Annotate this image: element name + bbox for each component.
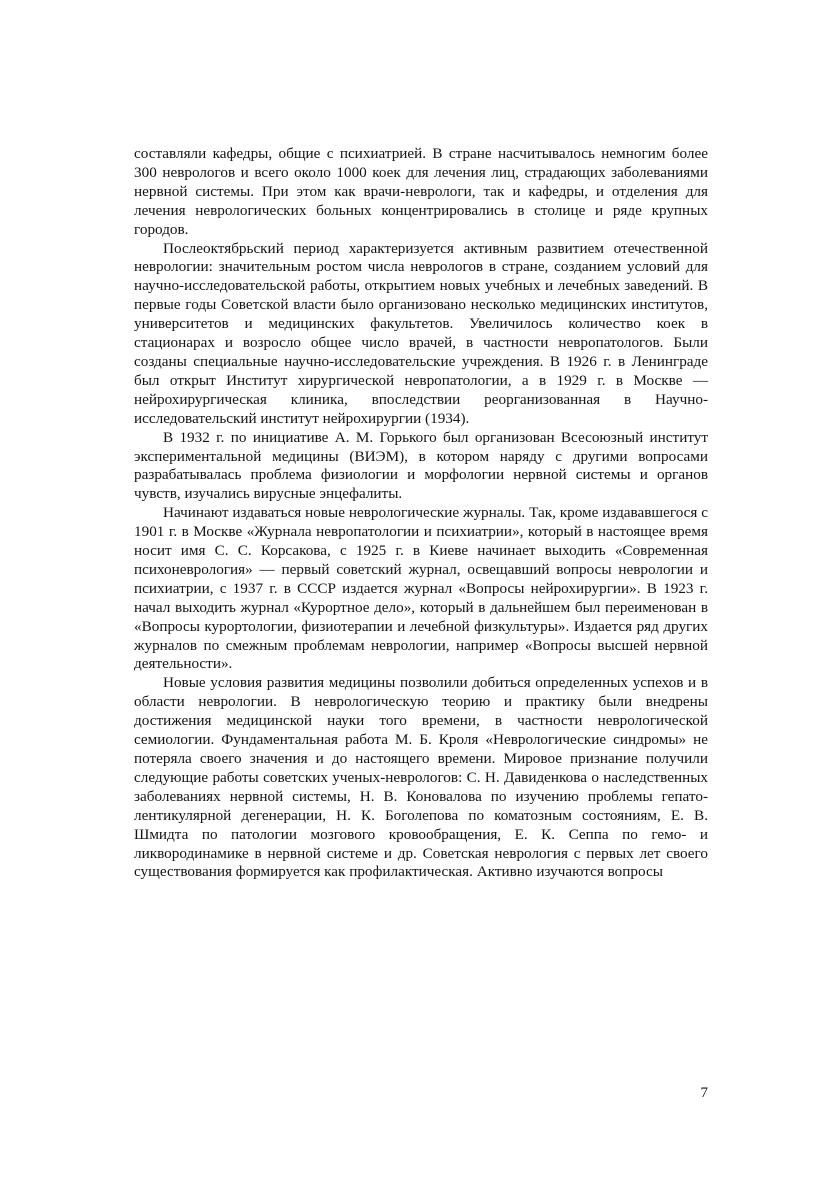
page-number: 7 xyxy=(700,1085,708,1101)
paragraph-1: составляли кафедры, общие с психиатрией. В стране насчитывалось немногим более 300 неврологов и всего около 1000 коек для лечения лиц, страдающих заболеваниями нервной системы. При этом как врачи-неврологи, так и кафедры, и отделения для лечения неврологических больных концентрировались в столице и ряде крупных городов. xyxy=(134,145,708,238)
paragraph-5: Новые условия развития медицины позволили добиться определенных успехов и в области неврологии. В неврологическую теорию и практику были внедрены достижения медицинской науки того времени, в частности неврологической семиологии. Фундаментальная работа М. Б. Кроля «Неврологические синдромы» не потеряла своего значения и до настоящего времени. Мировое признание получили следующие работы советских ученых-неврологов: С. Н. Давиденкова о наследственных заболеваниях нервной системы, Н. В. Коновалова по изучению проблемы гепатолентикулярной дегенерации, Н. К. Боголепова по коматозным состояниям, Е. В. Шмидта по патологии мозгового кровообращения, Е. К. Сеппа по гемо- и ликвородинамике в нервной системе и др. Советская неврология с первых лет своего существования формируется как профилактическая. Активно изучаются вопросы xyxy=(134,674,708,881)
page-text-body xyxy=(134,145,708,882)
paragraph-2: Послеоктябрьский период характеризуется активным развитием отечественной неврологии: значительным ростом числа неврологов в стране, созданием условий для научно-исследовательской работы, открытием новых учебных и лечебных заведений. В первые годы Советской власти было организовано несколько медицинских институтов, университетов и медицинских факультетов. Увеличилось количество коек в стационарах и возросло общее число врачей, в частности невропатологов. Были созданы специальные научно-исследовательские учреждения. В 1926 г. в Ленинграде был открыт Институт хирургической невропатологии, а в 1929 г. в Москве — нейрохирургическая клиника, впоследствии реорганизованная в Научно-исследовательский институт нейрохирургии (1934). xyxy=(134,239,708,427)
paragraph-3: В 1932 г. по инициативе А. М. Горького был организован Всесоюзный институт экспериментальной медицины (ВИЭМ), в котором наряду с другими вопросами разрабатывалась проблема физиологии и морфологии нервной системы и органов чувств, изучались вирусные энцефалиты. xyxy=(134,428,708,503)
paragraph-4: Начинают издаваться новые неврологические журналы. Так, кроме издававшегося с 1901 г. в Москве «Журнала невропатологии и психиатрии», который в настоящее время носит имя С. С. Корсакова, с 1925 г. в Киеве начинает выходить «Современная психоневрология» — первый советский журнал, освещавший вопросы неврологии и психиатрии, с 1937 г. в СССР издается журнал «Вопросы нейрохирургии». В 1923 г. начал выходить журнал «Курортное дело», который в дальнейшем был переименован в «Вопросы курортологии, физиотерапии и лечебной физкультуры». Издается ряд других журналов по смежным проблемам неврологии, например «Вопросы высшей нервной деятельности». xyxy=(134,504,708,673)
